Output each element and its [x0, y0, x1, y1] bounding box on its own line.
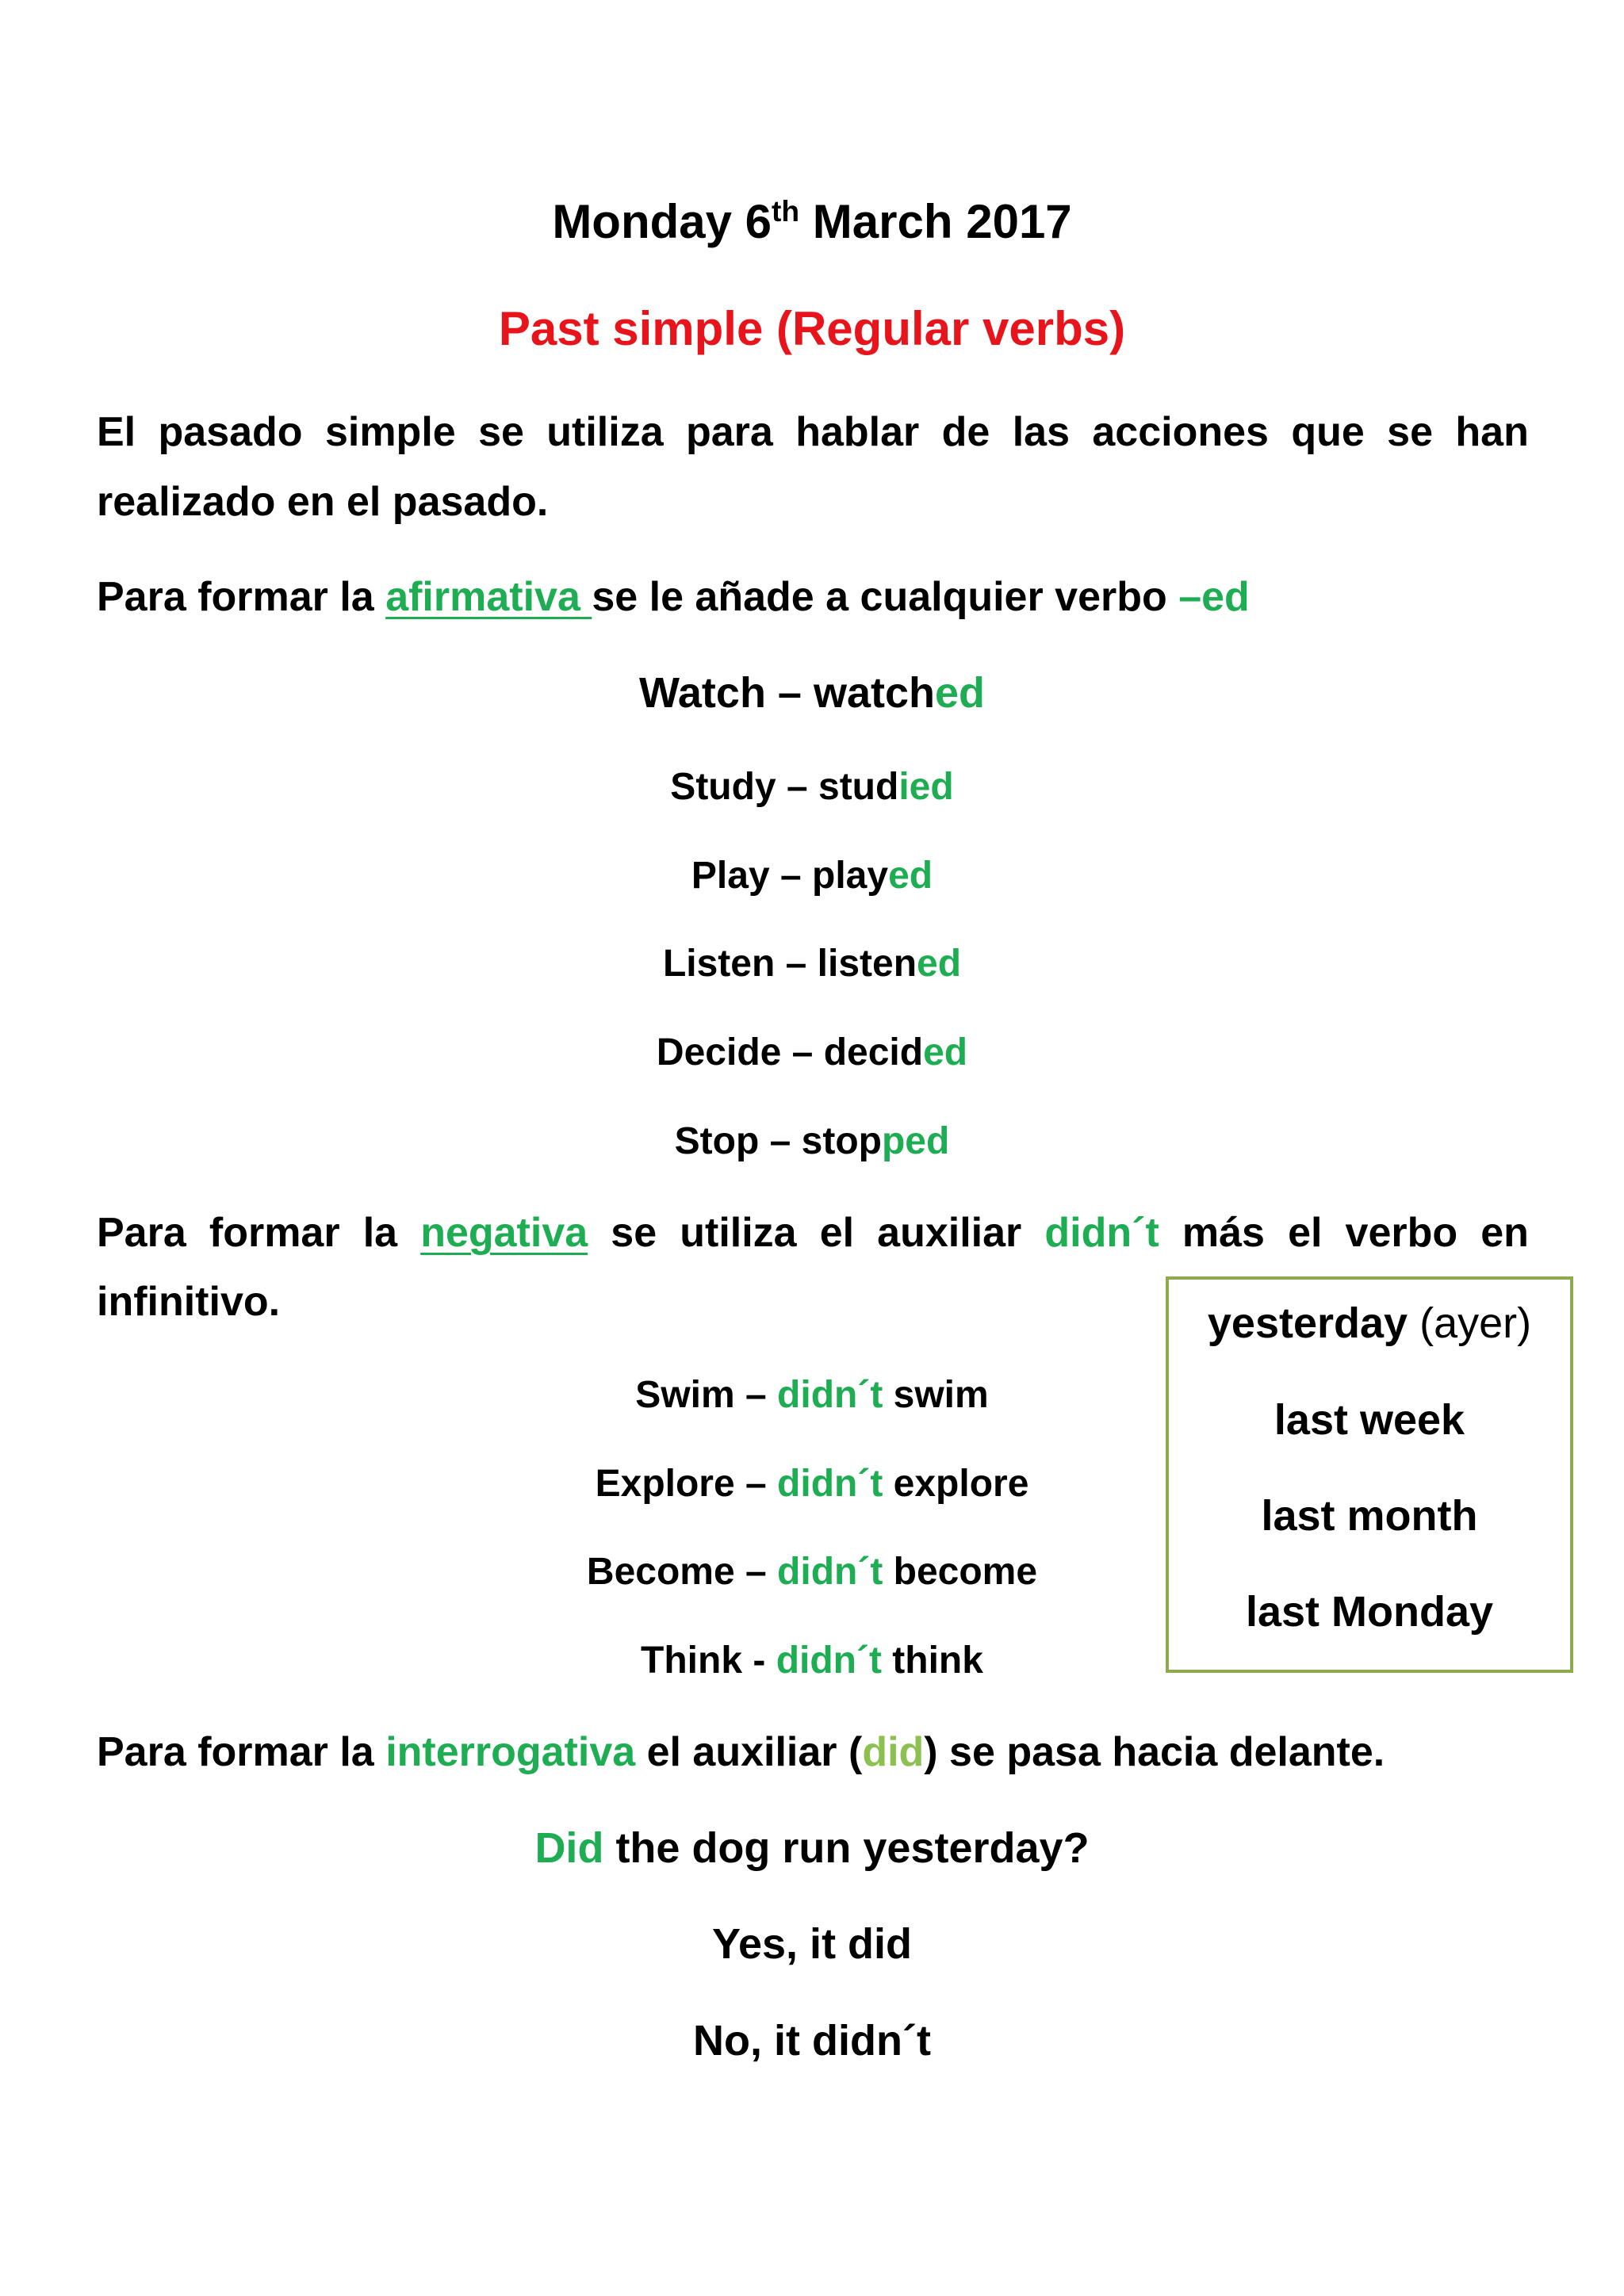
example-ending: ped	[881, 1120, 950, 1162]
negative-keyword: negativa	[420, 1210, 588, 1256]
affirmative-suffix: –ed	[1178, 574, 1250, 620]
date-prefix: Monday 6	[552, 195, 772, 248]
time-expression-item	[1169, 1395, 1570, 1445]
word: se	[611, 1210, 657, 1256]
word: la	[362, 1210, 398, 1256]
intro-line-1	[97, 408, 1529, 456]
affirmative-mid: se le añade a cualquier verbo	[592, 574, 1179, 620]
word: el	[819, 1210, 855, 1256]
interrogative-mid: el auxiliar (	[635, 1729, 863, 1775]
example-ending: ed	[935, 669, 986, 717]
interrogative-pre: Para formar la	[97, 1729, 386, 1775]
affirmative-keyword: afirmativa	[385, 574, 592, 620]
affirmative-example	[0, 942, 1624, 985]
affirmative-pre: Para formar la	[97, 574, 386, 620]
word: en	[1480, 1210, 1529, 1256]
word: se	[1387, 409, 1434, 455]
word: verbo	[1345, 1210, 1458, 1256]
time-expression-item	[1169, 1587, 1570, 1636]
time-expression: last week	[1274, 1396, 1465, 1444]
affirmative-example	[0, 854, 1624, 897]
example-infinitive: swim	[883, 1374, 989, 1416]
example-base: Study – stud	[670, 766, 899, 808]
example-infinitive: think	[881, 1640, 983, 1682]
word: más	[1182, 1210, 1265, 1256]
word: hablar	[795, 409, 920, 455]
example-base: Play – play	[691, 855, 889, 897]
interrogative-rule	[97, 1728, 1529, 1776]
word: para	[686, 409, 773, 455]
example-base: Decide – decid	[656, 1031, 924, 1073]
word: simple	[324, 409, 456, 455]
example-question	[0, 1823, 1624, 1873]
example-base: Stop – stop	[674, 1120, 882, 1162]
word: han	[1455, 409, 1529, 455]
date-superscript: th	[772, 194, 800, 228]
time-expression: last month	[1261, 1492, 1478, 1540]
word: de	[941, 409, 990, 455]
word: pasado	[158, 409, 303, 455]
word: las	[1012, 409, 1071, 455]
time-expression-translation: (ayer)	[1408, 1299, 1532, 1347]
time-expression-item	[1169, 1491, 1570, 1540]
word: que	[1291, 409, 1365, 455]
negative-rule-line-1	[97, 1209, 1529, 1257]
example-verb: Think -	[641, 1640, 776, 1682]
example-ending: ed	[917, 943, 962, 985]
question-rest: the dog run yesterday?	[603, 1824, 1090, 1872]
interrogative-keyword: interrogativa	[385, 1729, 636, 1775]
time-expression: yesterday	[1207, 1299, 1408, 1347]
time-expression: last Monday	[1245, 1588, 1494, 1636]
intro-justified-line	[97, 408, 1529, 456]
word: Para	[97, 1210, 186, 1256]
example-aux: didn´t	[777, 1551, 883, 1593]
word: acciones	[1092, 409, 1269, 455]
example-base: Watch – watch	[638, 669, 936, 717]
word: formar	[209, 1210, 340, 1256]
example-verb: Explore –	[595, 1463, 778, 1505]
example-verb: Swim –	[635, 1374, 778, 1416]
intro-line-2: realizado en el pasado.	[97, 479, 549, 525]
example-verb: Become –	[586, 1551, 778, 1593]
example-infinitive: become	[883, 1551, 1038, 1593]
word: el	[1288, 1210, 1323, 1256]
affirmative-example	[0, 1031, 1624, 1074]
example-ending: ed	[923, 1031, 968, 1073]
example-ending: ied	[898, 766, 954, 808]
date-suffix: March 2017	[799, 195, 1072, 248]
example-infinitive: explore	[883, 1463, 1029, 1505]
word: auxiliar	[877, 1210, 1022, 1256]
example-answer-no: No, it didn´t	[693, 2017, 931, 2064]
affirmative-example	[0, 765, 1624, 809]
time-expression-item	[1169, 1299, 1570, 1348]
affirmative-rule	[97, 573, 1529, 621]
example-ending: ed	[888, 855, 933, 897]
negative-rule-line-2: infinitivo.	[97, 1279, 281, 1325]
example-aux: didn´t	[777, 1374, 883, 1416]
word: se	[478, 409, 524, 455]
example-aux: didn´t	[776, 1640, 882, 1682]
example-base: Listen – listen	[662, 943, 917, 985]
interrogative-post: ) se pasa hacia delante.	[924, 1729, 1385, 1775]
time-expressions-box	[1166, 1276, 1573, 1673]
negative-aux: didn´t	[1044, 1210, 1159, 1256]
page-subtitle: Past simple (Regular verbs)	[498, 302, 1126, 355]
page-title	[0, 194, 1624, 249]
question-aux: Did	[534, 1824, 604, 1872]
negative-justified-line	[97, 1209, 1529, 1257]
word: El	[97, 409, 136, 455]
example-answer-yes: Yes, it did	[711, 1920, 913, 1968]
affirmative-example	[0, 668, 1624, 718]
interrogative-aux: did	[862, 1729, 925, 1775]
example-aux: didn´t	[777, 1463, 883, 1505]
affirmative-example	[0, 1119, 1624, 1163]
word: utiliza	[546, 409, 664, 455]
word: utiliza	[680, 1210, 797, 1256]
